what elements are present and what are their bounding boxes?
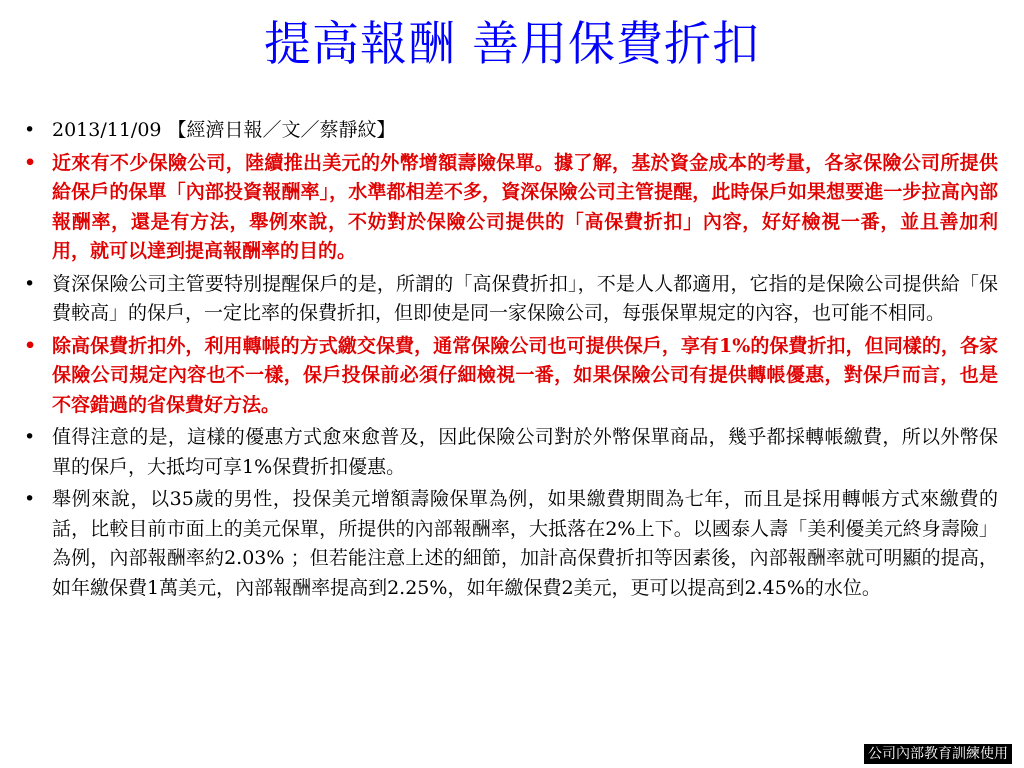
bullet-dot-icon: •: [24, 151, 37, 174]
bullet-item-popularity: [22, 423, 998, 482]
bullet-dot-icon: •: [24, 119, 36, 141]
bullet-dot-icon: •: [24, 488, 36, 510]
bullet-text: 值得注意的是，這樣的優惠方式愈來愈普及，因此保險公司對於外幣保單商品，幾乎都採轉帳繳費，所以外幣保單的保戶，大抵均可享1%保費折扣優惠。: [52, 426, 998, 478]
bullet-dot-icon: •: [24, 334, 37, 357]
bullet-text: 近來有不少保險公司，陸續推出美元的外幣增額壽險保單。據了解，基於資金成本的考量，各家保險公司所提供給保戶的保單「內部投資報酬率」，水準都相差不多，資深保險公司主管提醒，此時保戶如果想要進一步拉高內部報酬率，還是有方法，舉例來說，不妨對於保險公司提供的「高保費折扣」內容，好好檢視一番，並且善加利用，就可以達到提高報酬率的目的。: [52, 151, 998, 262]
slide-title: 提高報酬 善用保費折扣: [264, 17, 760, 72]
bullet-list: [22, 116, 998, 606]
bullet-item-transfer: [22, 332, 998, 421]
bullet-text: 資深保險公司主管要特別提醒保戶的是，所謂的「高保費折扣」，不是人人都適用，它指的是保險公司提供給「保費較高」的保戶，一定比率的保費折扣，但即使是同一家保險公司，每張保單規定的內容，也可能不相同。: [52, 272, 998, 324]
bullet-text: 2013/11/09 【經濟日報／文／蔡靜紋】: [52, 119, 396, 141]
bullet-text: 舉例來說，以35歲的男性，投保美元增額壽險保單為例，如果繳費期間為七年，而且是採用轉帳方式來繳費的話，比較目前市面上的美元保單，所提供的內部報酬率，大抵落在2%上下。以國泰人壽「美利優美元終身壽險」為例，內部報酬率約2.03% ；但若能注意上述的細節，加計高保費折扣等因素後，內部報酬率就可明顯的提高，如年繳保費1萬美元，內部報酬率提高到2.25%，如年繳保費2美元，更可以提高到2.45%的水位。: [52, 488, 998, 599]
bullet-item-example: [22, 485, 998, 603]
bullet-item-date: [22, 116, 998, 146]
bullet-dot-icon: •: [24, 426, 36, 448]
bullet-item-discount-note: [22, 270, 998, 329]
footer-label: 公司內部教育訓練使用: [864, 744, 1012, 764]
bullet-item-intro: [22, 149, 998, 267]
bullet-dot-icon: •: [24, 272, 36, 295]
bullet-text: 除高保費折扣外，利用轉帳的方式繳交保費，通常保險公司也可提供保戶，享有1%的保費折扣，但同樣的，各家保險公司規定內容也不一樣，保戶投保前必須仔細檢視一番，如果保險公司有提供轉帳優惠，對保戶而言，也是不容錯過的省保費好方法。: [52, 334, 998, 416]
